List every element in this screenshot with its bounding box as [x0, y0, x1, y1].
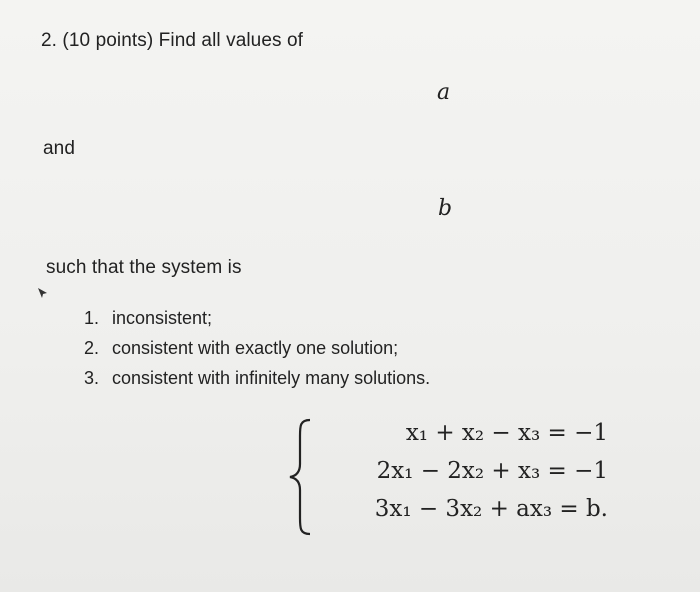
list-number: 3.: [84, 368, 100, 388]
problem-heading: 2. (10 points) Find all values of: [41, 30, 304, 51]
left-brace-icon: [288, 418, 314, 536]
variable-a: a: [437, 80, 451, 105]
equation-3: 3x₁ − 3x₂ + ax₃ = b.: [374, 496, 608, 522]
equation-2: 2x₁ − 2x₂ + x₃ = −1: [376, 458, 608, 484]
mouse-cursor-icon: [36, 287, 50, 301]
list-text: consistent with infinitely many solutions.: [112, 368, 431, 388]
list-number: 2.: [84, 338, 100, 358]
list-number: 1.: [84, 308, 100, 328]
lead-in-text: such that the system is: [46, 257, 242, 278]
equation-1: x₁ + x₂ − x₃ = −1: [405, 420, 608, 446]
connector-and: and: [43, 138, 76, 159]
equation-system: [288, 418, 608, 536]
list-text: inconsistent;: [112, 308, 213, 328]
variable-b: b: [438, 196, 453, 221]
list-text: consistent with exactly one solution;: [112, 338, 399, 358]
